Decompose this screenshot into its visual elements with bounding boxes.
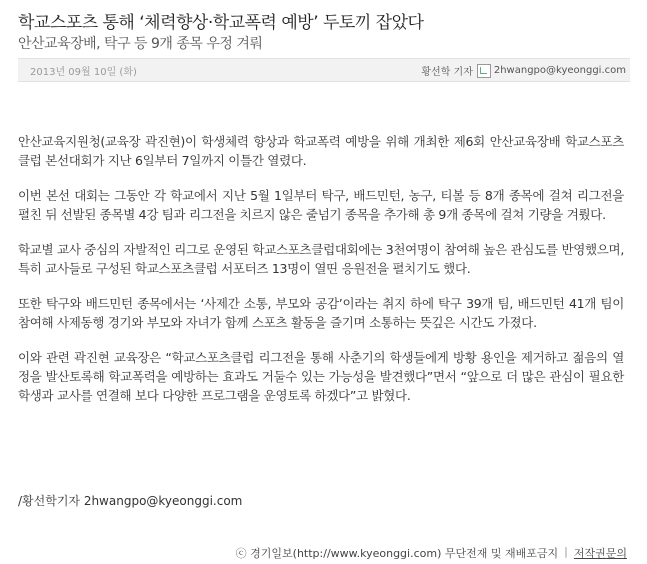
article-signature: /황선학기자 2hwangpo@kyeonggi.com [18,494,243,508]
copyright-footer [236,545,627,561]
article-paragraph: 학교별 교사 중심의 자발적인 리그로 운영된 학교스포츠클럽대회에는 3천여명이 참여해 높은 관심도를 반영했으며, 특히 교사들로 구성된 학교스포츠클럽 서포터즈 13명이 열띤 응원전을 펼치기도 했다. [18,242,624,276]
article-date: 2013년 09월 10일 (화) [30,67,137,78]
reporter-name: 황선학 기자 [421,67,473,78]
mail-icon [477,64,491,78]
footer-separator: | [564,545,568,558]
copyright-text: ⓒ 경기일보(http://www.kyeonggi.com) 무단전재 및 재배포금지 [235,547,559,560]
reporter-email[interactable]: 2hwangpo@kyeonggi.com [493,65,626,76]
article-body [18,132,624,421]
article-info-bar [18,58,630,82]
reporter-byline [421,63,626,78]
article-headline: 학교스포츠 통해 ‘체력향상·학교폭력 예방’ 두토끼 잡았다 [18,13,424,33]
copyright-inquiry-link[interactable]: 저작권문의 [573,547,627,560]
article-paragraph: 이번 본선 대회는 그동안 각 학교에서 지난 5월 1일부터 탁구, 배드민턴, 농구, 티볼 등 8개 종목에 걸쳐 리그전을 펼친 뒤 선발된 종목별 4강 팀과 리그전을 치르지 않은 줄넘기 종목을 추가해 총 9개 종목에 걸쳐 기량을 겨뤘다. [18,188,624,222]
article-subhead: 안산교육장배, 탁구 등 9개 종목 우정 겨뤄 [18,36,263,52]
article-paragraph: 안산교육지원청(교육장 곽진현)이 학생체력 향상과 학교폭력 예방을 위해 개최한 제6회 안산교육장배 학교스포츠클럽 본선대회가 지난 6일부터 7일까지 이틀간 열렸다. [18,134,624,168]
article-paragraph: 또한 탁구와 배드민턴 종목에서는 ‘사제간 소통, 부모와 공감’이라는 취지 하에 탁구 39개 팀, 배드민턴 41개 팀이 참여해 사제동행 경기와 부모와 자녀가 함께 스포츠 활동을 즐기며 소통하는 뜻깊은 시간도 가졌다. [18,296,624,330]
article-paragraph: 이와 관련 곽진현 교육장은 “학교스포츠클럽 리그전을 통해 사춘기의 학생들에게 방황 용인을 제거하고 젊음의 열정을 발산토록해 학교폭력을 예방하는 효과도 거둘수 있는 가능성을 발견했다”면서 “앞으로 더 많은 관심이 필요한 학생과 교사를 연결해 보다 다양한 프로그램을 운영토록 하겠다”고 밝혔다. [18,350,624,403]
